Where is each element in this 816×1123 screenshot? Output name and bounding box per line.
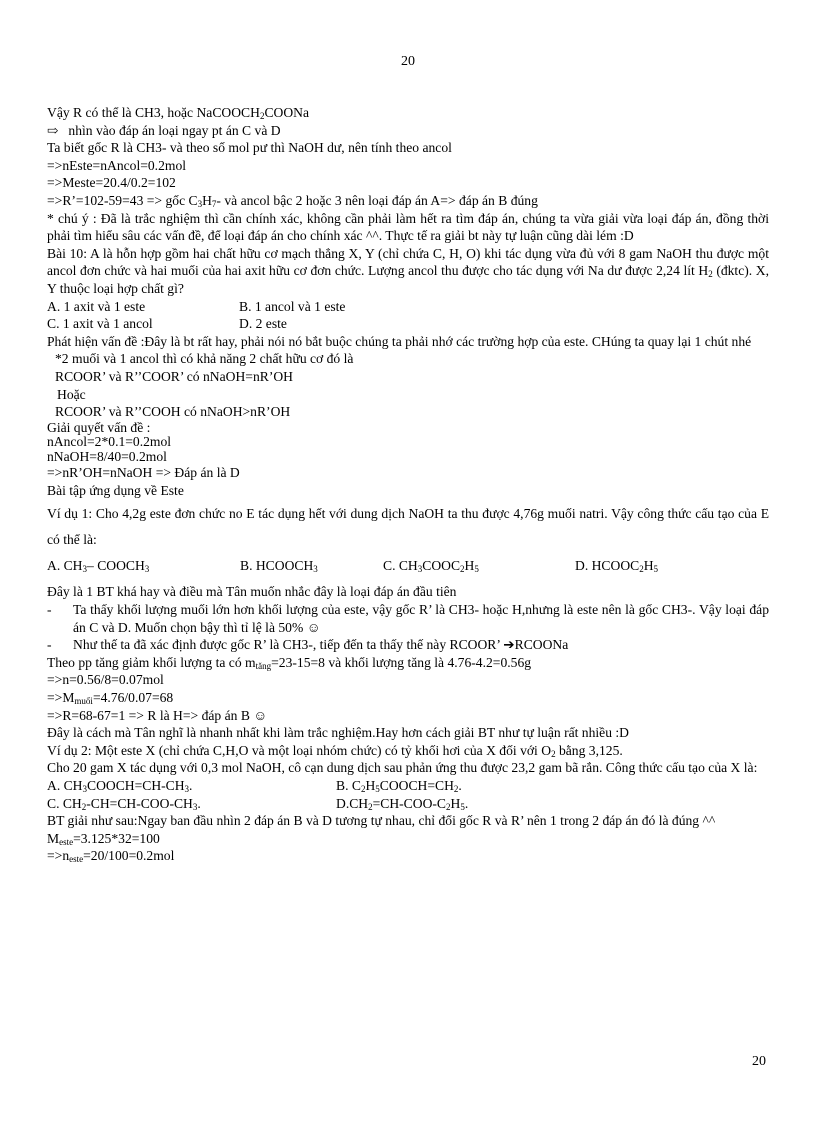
option-b: B. $C_2H_5COOCH=CH_2$. <box>336 777 462 794</box>
text-line: =>Meste=20.4/0.2=102 <box>47 175 176 191</box>
text-line: Hoặc <box>57 386 86 402</box>
text-line: nAncol=2*0.1=0.2mol <box>47 434 172 450</box>
text-line: Đây là 1 BT khá hay và điều mà Tân muốn nhắc đây là loại đáp án đầu tiên <box>47 584 457 600</box>
note-paragraph: * chú ý : Đã là trắc nghiệm thì cần chính xác, không cần phải làm hết ra tìm đáp án, chúng ta vừa giải vừa loại đáp án, đồng thời phải tìm hiểu sâu các vấn đề, để loại đáp án cho chính xác ^^. Thực tế ra giải bt này tự luận cũng dài lém :D <box>47 210 769 244</box>
text-line: Vậy R có thể là CH3, hoặc NaCOOCH$_2$COONa <box>47 105 309 121</box>
option-a: A. $CH_3COOCH=CH-CH_3$. <box>47 777 193 794</box>
example-2-question: Ví dụ 2: Một este X (chỉ chứa C,H,O và một loại nhóm chức) có tỷ khối hơi của X đối với $O_2$ bằng 3,125. <box>47 742 623 759</box>
text-line: $=>M_{muối}=4.76/0.07=68$ <box>47 689 174 706</box>
document-body <box>47 104 769 865</box>
text-line: RCOOR’ và R’’COOR’ có nNaOH=nR’OH <box>55 368 293 384</box>
example-2-options-row1 <box>47 777 769 795</box>
solution-paragraph: BT giải như sau:Ngay ban đầu nhìn 2 đáp án B và D tương tự nhau, chỉ đổi gốc R và R’ nên 1 trong 2 đáp án đó là đúng ^^ <box>47 813 716 829</box>
page-number-top: 20 <box>401 54 415 69</box>
option-a: A. $CH_3-$ $COOCH_3$ <box>47 558 150 575</box>
exercise-10-question: Bài 10: A là hỗn hợp gồm hai chất hữu cơ mạch thẳng X, Y (chỉ chứa C, H, O) khi tác dụng vừa đủ với 8 gam NaOH thu được một ancol đơn chức và hai muối của hai axit hữu cơ đơn chức. Lượng ancol thu được cho tác dụng với Na dư được 2,24 lít $H_2$ (đktc). X, Y thuộc loại hợp chất gì? <box>47 245 769 296</box>
text-line: nNaOH=8/40=0.2mol <box>47 448 167 464</box>
option-b: B. $HCOOCH_3$ <box>240 558 318 575</box>
text-line: Ta biết gốc R là CH3- và theo số mol pư thì NaOH dư, nên tính theo ancol <box>47 140 452 156</box>
analysis-paragraph: Phát hiện vấn đề :Đây là bt rất hay, phải nói nó bắt buộc chúng ta phải nhớ các trường hợp của este. CHúng ta quay lại 1 chút nhé <box>47 333 752 349</box>
arrow-right-icon: ➔ <box>503 637 515 653</box>
example-2-options-row2 <box>47 795 769 813</box>
text-line: RCOOR’ và R’’COOH có nNaOH>nR’OH <box>55 404 291 420</box>
option-d: D. 2 este <box>239 316 287 332</box>
option-a: A. 1 axit và 1 este <box>47 298 146 314</box>
bullet-item: - Ta thấy khối lượng muối lớn hơn khối lượng của este, vậy gốc R’ là CH3- hoặc H,nhưng là este nên là gốc CH3-. Vậy loại đáp án C và D. Muốn chọn bậy thì tỉ lệ là 50% ☺ <box>47 601 769 635</box>
text-line: $=>n_{este}=20/100=0.2mol$ <box>47 848 175 865</box>
example-2-question-cont: Cho 20 gam X tác dụng với 0,3 mol NaOH, cô cạn dung dịch sau phản ứng thu được 23,2 gam bã rắn. Công thức cấu tạo của X là: <box>47 760 758 776</box>
text-line: $M_{este}=3.125*32=100$ <box>47 830 160 847</box>
text-line: =>R=68-67=1 => R là H=> đáp án B ☺ <box>47 707 268 723</box>
text-line: =>nEste=nAncol=0.2mol <box>47 157 187 173</box>
text-line: =>nR’OH=nNaOH => Đáp án là D <box>47 465 240 481</box>
text-line: Đây là cách mà Tân nghĩ là nhanh nhất khi làm trắc nghiệm.Hay hơn cách giải BT như tự luận rất nhiều :D <box>47 725 629 741</box>
bullet-item: - Như thế ta đã xác định được gốc R’ là CH3-, tiếp đến ta thấy thế này RCOOR’ ➔RCOONa <box>47 637 569 653</box>
section-heading: Bài tập ứng dụng về Este <box>47 482 184 498</box>
text-line: =>n=0.56/8=0.07mol <box>47 672 164 688</box>
arrow-right-icon: ⇨ <box>47 122 59 138</box>
text-line: ⇨ nhìn vào đáp án loại ngay pt án C và D <box>47 122 281 138</box>
text-line: =>R’=102-59=43 => gốc $C_3H_7-$ và ancol bậc 2 hoặc 3 nên loại đáp án A=> đáp án B đúng <box>47 192 538 209</box>
exercise-10-options-row2 <box>47 315 769 333</box>
option-d: $D.CH_2=CH-COO-C_2H_5$. <box>336 795 469 812</box>
text-line: Giải quyết vấn đề : <box>47 419 151 435</box>
example-1-question: Ví dụ 1: Cho 4,2g este đơn chức no E tác dụng hết với dung dịch NaOH ta thu được 4,76g muối natri. Vậy công thức cấu tạo của E có thể là: <box>47 506 769 548</box>
page-number-bottom: 20 <box>752 1054 766 1069</box>
exercise-10-options-row1 <box>47 298 769 316</box>
option-c: C. $CH_2-CH=CH-COO-CH_3$. <box>47 795 201 812</box>
option-c: C. $CH_3COOC_2H_5$ <box>383 558 479 575</box>
text-line: *2 muối và 1 ancol thì có khả năng 2 chất hữu cơ đó là <box>55 351 354 367</box>
text-line: Theo pp tăng giảm khối lượng ta có $m_{tăng}=23-15=8$ và khối lượng tăng là 4.76-4.2=0.56g <box>47 654 532 671</box>
option-d: D. $HCOOC_2H_5$ <box>575 558 659 575</box>
option-b: B. 1 ancol và 1 este <box>239 298 346 314</box>
example-1-options <box>47 553 769 579</box>
option-c: C. 1 axit và 1 ancol <box>47 316 153 332</box>
